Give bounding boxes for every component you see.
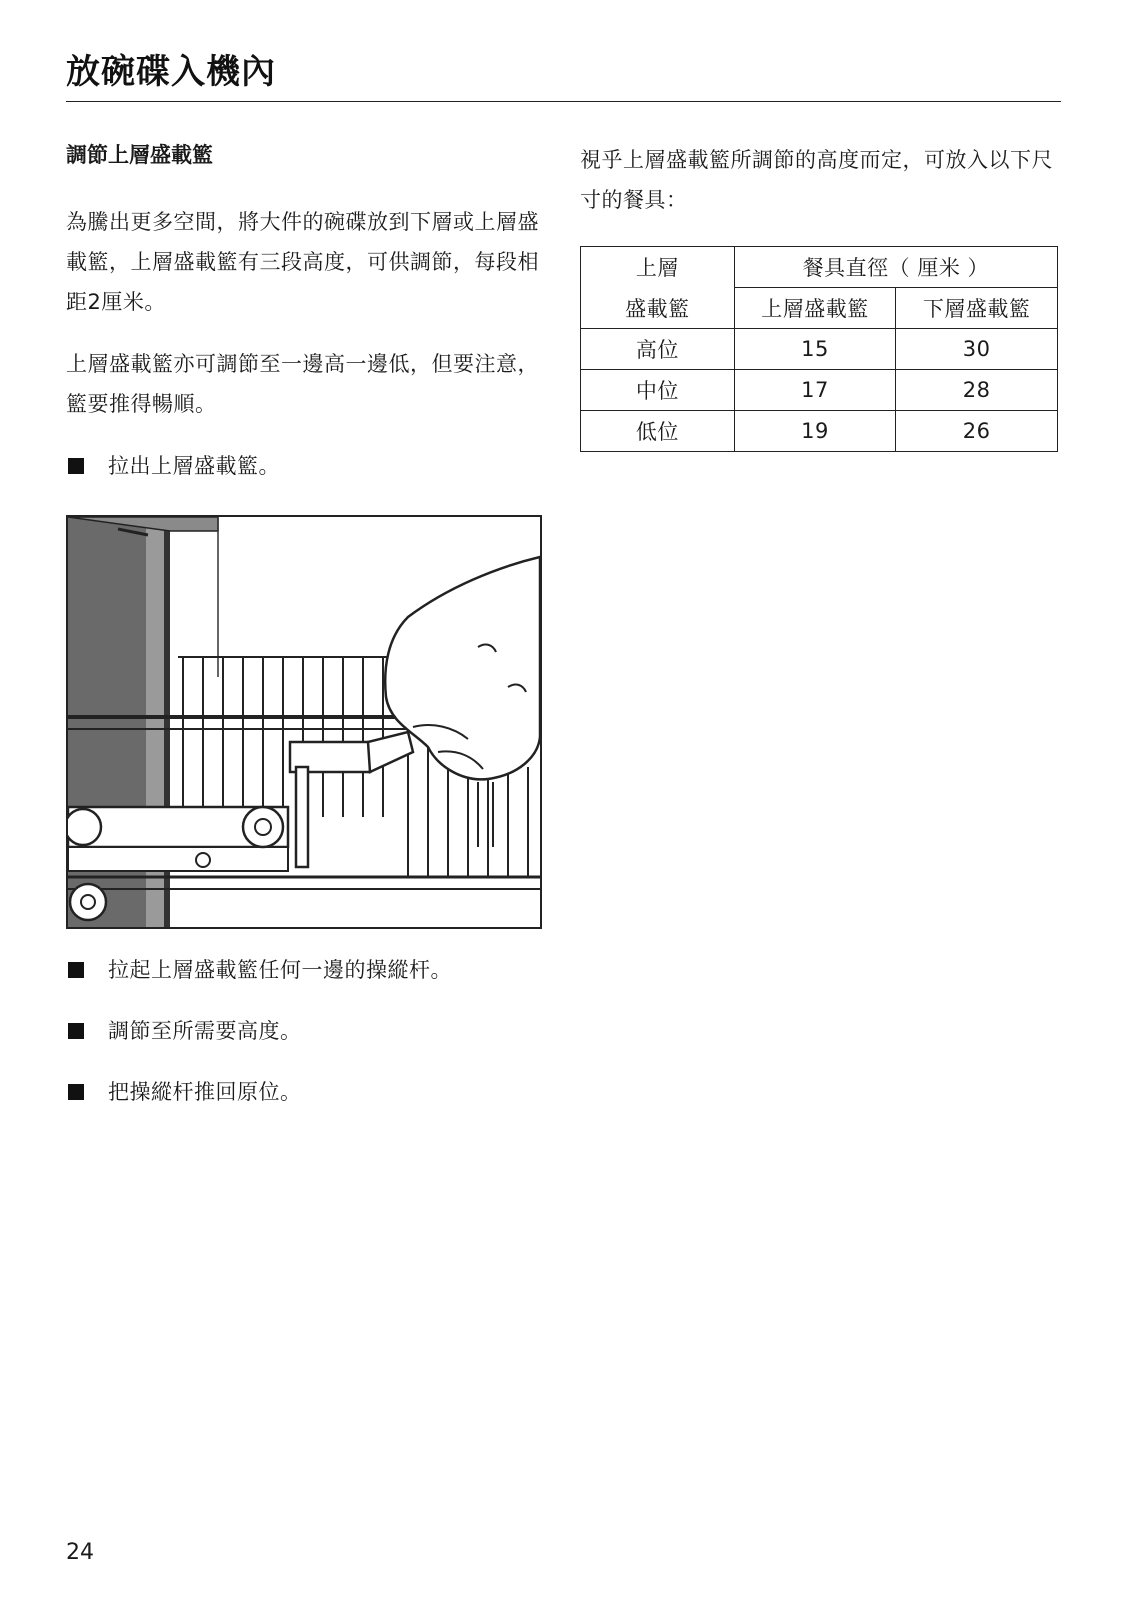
table-row [581,329,1058,370]
table-subheader-row [581,288,1058,329]
header-basket-line1: 上層 [581,247,735,288]
header-lower-basket: 下層盛載籃 [896,288,1058,329]
row-lower-value: 26 [896,411,1058,452]
table-header-row [581,247,1058,288]
header-dish-diameter: 餐具直徑（ 厘米 ） [734,247,1057,288]
header-basket-line2: 盛載籃 [581,288,735,329]
table-intro: 視乎上層盛載籃所調節的高度而定，可放入以下尺寸的餐具： [580,148,1053,212]
bullet-square-icon [68,962,84,978]
basket-lever-illustration [66,515,542,929]
row-upper-value: 19 [734,411,896,452]
row-upper-value: 17 [734,370,896,411]
bullet-square-icon [68,458,84,474]
row-lower-value: 28 [896,370,1058,411]
step-push-lever-back [66,1072,546,1112]
title-divider [66,101,1061,102]
section-heading: 調節上層盛載籃 [66,143,213,167]
page-number: 24 [66,1540,94,1565]
step-text: 拉出上層盛載籃。 [108,453,280,478]
step-text: 拉起上層盛載籃任何一邊的操縱杆。 [108,958,452,982]
paragraph-1: 為騰出更多空間，將大件的碗碟放到下層或上層盛載籃，上層盛載籃有三段高度，可供調節，每段相距2厘米。 [66,209,539,314]
table-row [581,411,1058,452]
step-text: 調節至所需要高度。 [108,1019,302,1043]
bullet-square-icon [68,1023,84,1039]
row-position: 低位 [581,411,735,452]
row-lower-value: 30 [896,329,1058,370]
left-column [66,140,546,506]
step-adjust-height [66,1011,546,1051]
row-upper-value: 15 [734,329,896,370]
row-position: 中位 [581,370,735,411]
right-column [580,140,1062,220]
header-upper-basket: 上層盛載籃 [734,288,896,329]
step-lift-lever [66,950,546,990]
paragraph-2: 上層盛載籃亦可調節至一邊高一邊低，但要注意，籃要推得暢順。 [66,351,539,416]
dish-size-table [580,246,1058,452]
bullet-square-icon [68,1084,84,1100]
hand-adjusting-lever-icon [68,517,540,927]
table-row [581,370,1058,411]
steps-list [66,950,546,1133]
row-position: 高位 [581,329,735,370]
page-title: 放碗碟入機內 [66,52,276,92]
step-pull-out-basket [66,446,546,486]
step-text: 把操縱杆推回原位。 [108,1080,302,1104]
